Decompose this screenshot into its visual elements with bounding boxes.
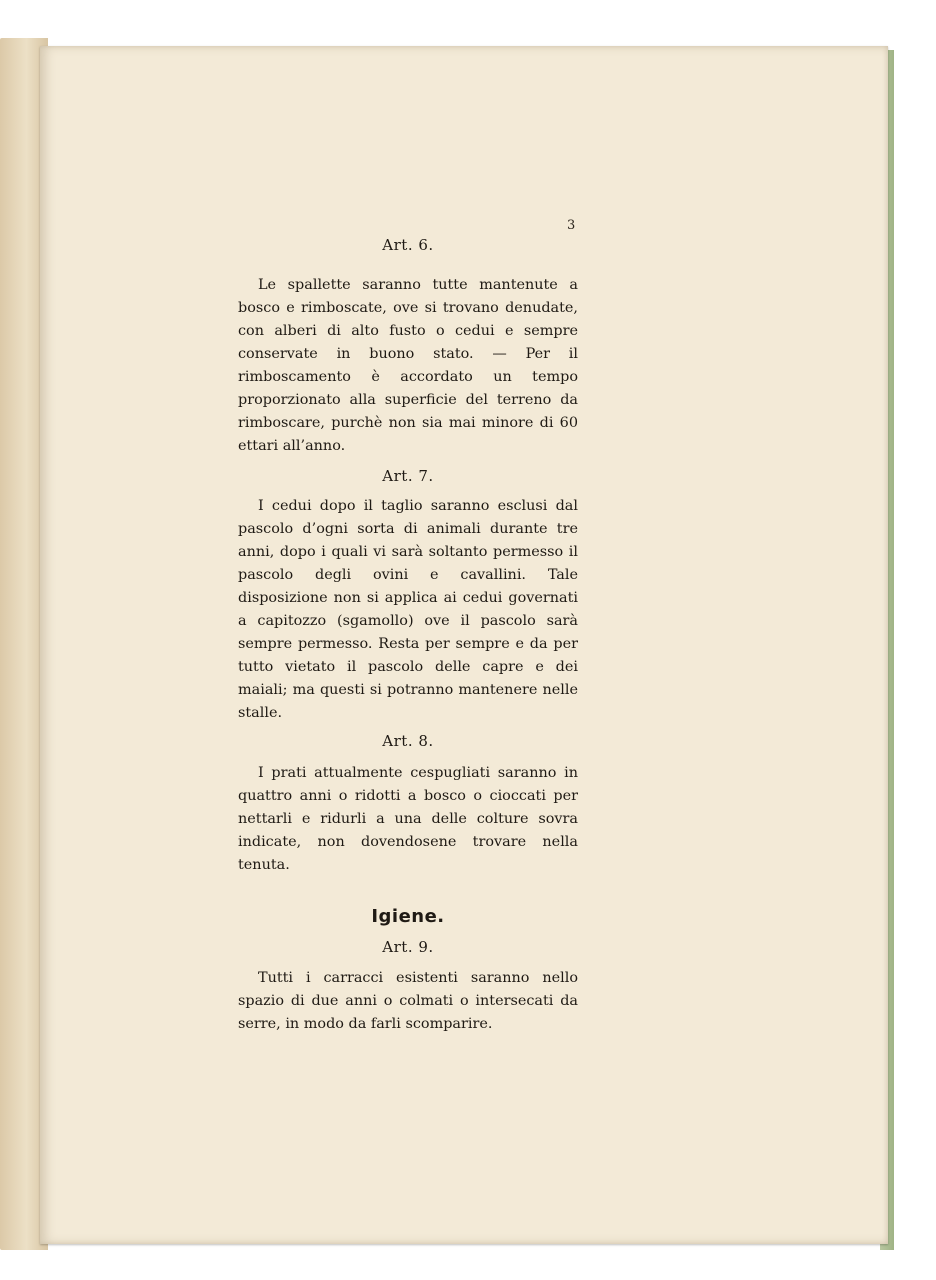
article-heading: Art. 7. — [382, 467, 434, 485]
article-heading: Art. 8. — [382, 732, 434, 750]
article-paragraph: Tutti i carracci esistenti saranno nello spazio di due anni o colmati o intersecati da serre, in modo da farli scomparire. — [238, 970, 578, 1032]
page-number: 3 — [567, 218, 576, 233]
article-paragraph: Le spallette saranno tutte mantenute a bosco e rimboscate, ove si trovano denudate, con alberi di alto fusto o cedui e sempre conservate in buono stato. — Per il rimboscamento è accordato un tempo proporzionato alla superficie del terreno da rimboscare, purchè non sia mai minore di 60 ettari all’anno. — [238, 277, 578, 454]
article-paragraph: I cedui dopo il taglio saranno esclusi dal pascolo d’ogni sorta di animali durante tre anni, dopo i quali vi sarà soltanto permesso il pascolo degli ovini e cavallini. Tale disposizione non si applica ai cedui governati a capitozzo (sgamollo) ove il pascolo sarà sempre permesso. Resta per sempre e da per tutto vietato il pascolo delle capre e dei maiali; ma questi si potranno mantenere nelle stalle. — [238, 498, 578, 721]
article-heading: Art. 6. — [382, 236, 434, 254]
article-paragraph: I prati attualmente cespugliati saranno in quattro anni o ridotti a bosco o cioccati per nettarli e ridurli a una delle colture sovra indicate, non dovendosene trovare nella tenuta. — [238, 765, 578, 873]
section-title: Igiene. — [371, 906, 445, 927]
article-heading: Art. 9. — [382, 938, 434, 956]
text-column — [238, 232, 578, 1036]
